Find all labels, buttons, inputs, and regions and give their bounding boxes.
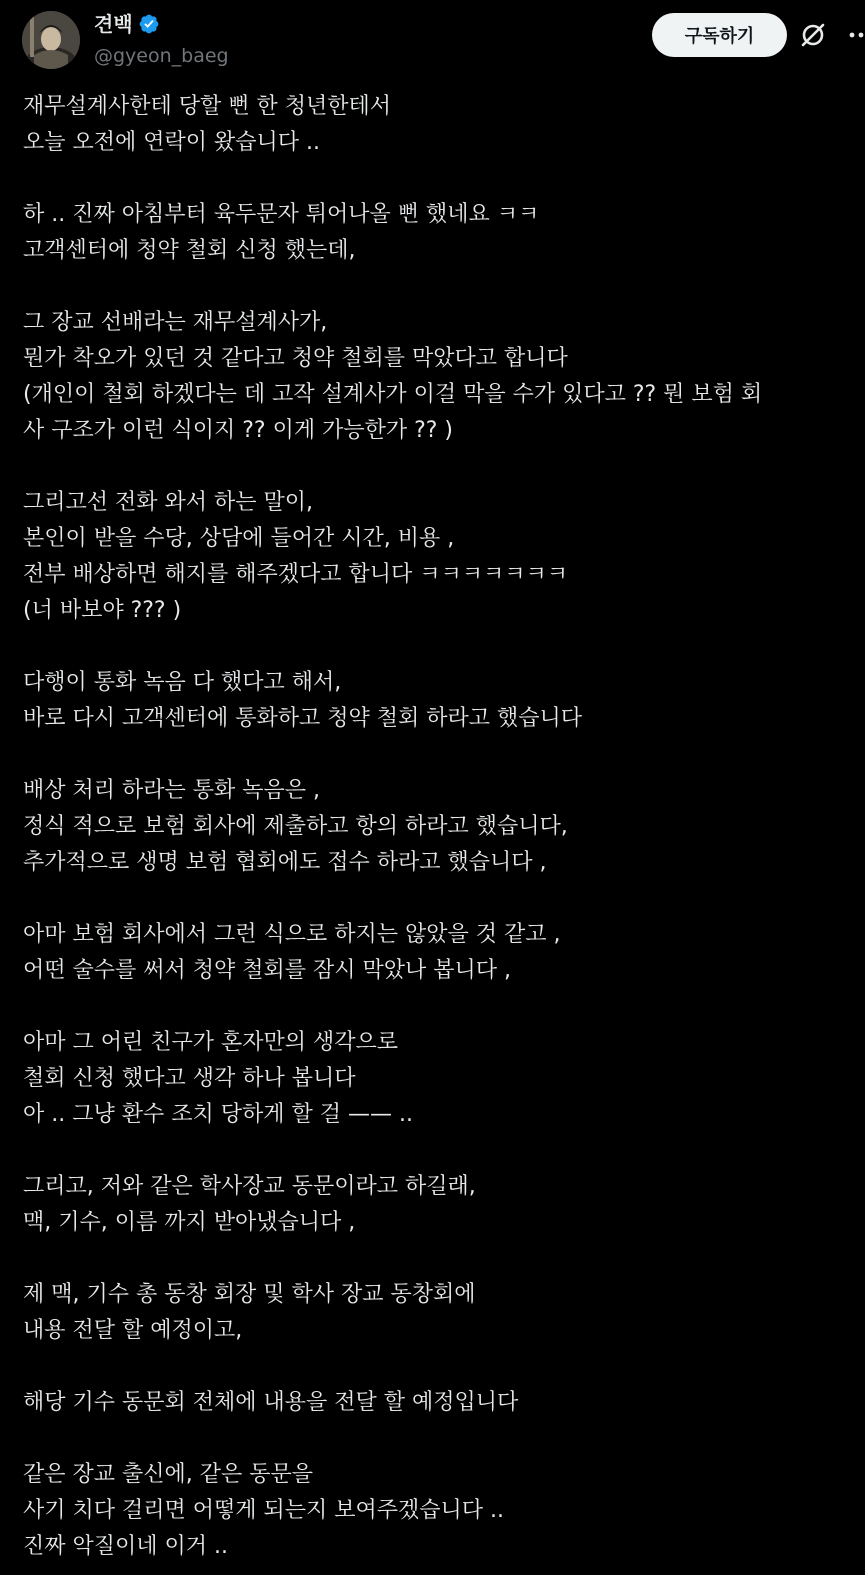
post-text-line: 전부 배상하면 해지를 해주겠다고 합니다 ㅋㅋㅋㅋㅋㅋㅋ — [23, 562, 569, 587]
post-text-line: 그 장교 선배라는 재무설계사가, — [23, 310, 328, 335]
post-text-line: 맥, 기수, 이름 까지 받아냈습니다 , — [23, 1210, 356, 1235]
post-text-line: 재무설계사한테 당할 뻔 한 청년한테서 — [23, 94, 392, 119]
author-name-row — [94, 12, 160, 36]
post-blank-line — [23, 1421, 865, 1457]
post-header — [0, 0, 865, 80]
post-text-line: 그리고선 전화 와서 하는 말이, — [23, 490, 313, 515]
post-blank-line — [23, 1241, 865, 1277]
post-text-line: 해당 기수 동문회 전체에 내용을 전달 할 예정입니다 — [23, 1390, 519, 1415]
post-text — [23, 89, 865, 1565]
grok-icon[interactable] — [798, 20, 828, 50]
post-text-line: 정식 적으로 보험 회사에 제출하고 항의 하라고 했습니다, — [23, 814, 568, 839]
post-text-line: (너 바보야 ??? ) — [23, 598, 182, 623]
post-text-line: 고객센터에 청약 철회 신청 했는데, — [23, 238, 356, 263]
post-text-line: 진짜 악질이네 이거 .. — [23, 1534, 228, 1559]
post-text-line: 아마 그 어린 친구가 혼자만의 생각으로 — [23, 1030, 398, 1055]
post-blank-line — [23, 881, 865, 917]
post-text-line: 다행이 통화 녹음 다 했다고 해서, — [23, 670, 342, 695]
avatar[interactable] — [22, 11, 80, 69]
post-text-line: 제 맥, 기수 총 동창 회장 및 학사 장교 동창회에 — [23, 1282, 476, 1307]
post-text-line: 뭔가 착오가 있던 것 같다고 청약 철회를 막았다고 합니다 — [23, 346, 568, 371]
post-text-line: 아마 보험 회사에서 그런 식으로 하지는 않았을 것 같고 , — [23, 922, 561, 947]
post-blank-line — [23, 269, 865, 305]
post-blank-line — [23, 989, 865, 1025]
post-text-line: 아 .. 그냥 환수 조치 당하게 할 걸 —— .. — [23, 1102, 413, 1127]
post-text-line: 오늘 오전에 연락이 왔습니다 .. — [23, 130, 320, 155]
verified-badge-icon — [138, 13, 160, 35]
post-blank-line — [23, 1133, 865, 1169]
author-handle[interactable]: @gyeon_baeg — [94, 45, 229, 67]
avatar-image — [22, 11, 80, 69]
post-text-line: 추가적으로 생명 보험 협회에도 접수 하라고 했습니다 , — [23, 850, 547, 875]
post-blank-line — [23, 1349, 865, 1385]
post-text-line: 같은 장교 출신에, 같은 동문을 — [23, 1462, 313, 1487]
post-text-line: 철회 신청 했다고 생각 하나 봅니다 — [23, 1066, 356, 1091]
subscribe-button[interactable]: 구독하기 — [652, 13, 787, 57]
post-text-line: 본인이 받을 수당, 상담에 들어간 시간, 비용 , — [23, 526, 455, 551]
post-blank-line — [23, 737, 865, 773]
post-text-line: 어떤 술수를 써서 청약 철회를 잠시 막았나 봅니다 , — [23, 958, 511, 983]
more-icon[interactable] — [846, 20, 865, 50]
post-blank-line — [23, 629, 865, 665]
post-text-line: 그리고, 저와 같은 학사장교 동문이라고 하길래, — [23, 1174, 476, 1199]
post-text-line: 사기 치다 걸리면 어떻게 되는지 보여주겠습니다 .. — [23, 1498, 504, 1523]
post-blank-line — [23, 449, 865, 485]
post-text-line: 사 구조가 이런 식이지 ?? 이게 가능한가 ?? ) — [23, 418, 454, 443]
post-text-line: 내용 전달 할 예정이고, — [23, 1318, 243, 1343]
post-text-line: 바로 다시 고객센터에 통화하고 청약 철회 하라고 했습니다 — [23, 706, 583, 731]
display-name[interactable]: 견백 — [94, 12, 133, 36]
post-text-line: 배상 처리 하라는 통화 녹음은 , — [23, 778, 320, 803]
post-text-line: 하 .. 진짜 아침부터 육두문자 튀어나올 뻔 했네요 ㅋㅋ — [23, 202, 540, 227]
post-blank-line — [23, 161, 865, 197]
post-text-line: (개인이 철회 하겠다는 데 고작 설계사가 이걸 막을 수가 있다고 ?? 뭔 보험 회 — [23, 382, 763, 407]
